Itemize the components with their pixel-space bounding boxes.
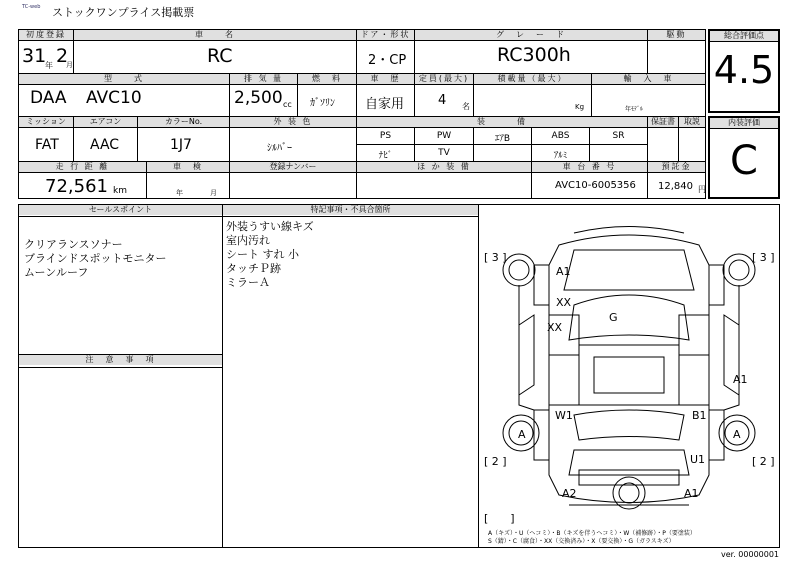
- hdr-interior: 内装評価: [710, 118, 778, 128]
- mileage-value: 72,561: [45, 176, 108, 197]
- hdr-grade: グ レ ー ド: [415, 30, 647, 40]
- legend-line-1: A（キズ）・U（ヘコミ）・B（キズを伴うヘコミ）・W（補修跡）・P（要塗装）: [488, 530, 696, 537]
- hdr-sales: セールスポイント: [19, 205, 222, 215]
- hdr-warranty: 保証書: [648, 117, 678, 127]
- fuel-value: ｶﾞｿﾘﾝ: [310, 98, 335, 109]
- bracket-front-right: [ 3 ]: [752, 251, 775, 264]
- note-item-5: ミラーＡ: [226, 276, 270, 289]
- equip-2-4: ｱﾙﾐ: [553, 151, 568, 161]
- hdr-load: 積載量（最大）: [474, 74, 591, 84]
- mark-xx-2: XX: [547, 321, 563, 334]
- km-unit: km: [113, 186, 127, 196]
- mark-b1: B1: [692, 409, 707, 422]
- hdr-capacity: 定員(最大): [415, 74, 473, 84]
- exterior-value: ｼﾙﾊﾞｰ: [267, 143, 292, 154]
- hdr-history: 車 歴: [357, 74, 414, 84]
- mission-value: FAT: [35, 137, 59, 153]
- recycle-value: 12,840: [658, 181, 693, 192]
- car-damage-diagram: [479, 205, 779, 525]
- legend-line-2: S（錆）・C（腐食）・XX（交換済み）・X（要交換）・G（ガラスキズ）: [488, 538, 675, 545]
- hdr-exterior: 外 装 色: [230, 117, 356, 127]
- logo: TC-web: [22, 4, 41, 10]
- mark-a-left-wheel: A: [518, 428, 526, 441]
- bracket-front-left: [ 3 ]: [484, 251, 507, 264]
- model-prefix: DAA: [30, 88, 67, 108]
- hdr-import: 輸 入 車: [592, 74, 705, 84]
- insp-year-unit: 年: [176, 189, 183, 197]
- note-item-4: タッチＰ跡: [226, 262, 281, 275]
- mark-a1-rear: A1: [684, 487, 699, 500]
- sales-item-3: ムーンルーフ: [24, 266, 89, 279]
- model-year-label: 年ﾓﾃﾞﾙ: [625, 106, 644, 113]
- mark-a2: A2: [562, 487, 577, 500]
- sales-item-2: ブラインドスポットモニター: [24, 252, 167, 265]
- spec-table: [18, 29, 706, 199]
- equip-2-1: ﾅﾋﾞ: [378, 151, 393, 161]
- mark-a1-right: A1: [733, 373, 748, 386]
- equip-1-5: SR: [612, 131, 625, 141]
- equip-1-3: ｴｱB: [494, 134, 511, 144]
- hdr-chassis: 車 台 番 号: [532, 162, 647, 172]
- mark-a-right-wheel: A: [733, 428, 741, 441]
- hdr-caution: 注 意 事 項: [19, 355, 222, 365]
- capacity-value: 4: [438, 93, 447, 108]
- car-name-value: RC: [207, 45, 233, 67]
- bracket-bottom: [ ]: [484, 512, 515, 525]
- sales-item-1: クリアランスソナー: [24, 238, 123, 251]
- history-value: 自家用: [365, 97, 405, 112]
- overall-score: 4.5: [713, 48, 775, 92]
- hdr-aircon: エアコン: [74, 117, 137, 127]
- color-no-value: 1J7: [170, 137, 192, 153]
- mark-w1: W1: [555, 409, 573, 422]
- hdr-overall: 総合評価点: [710, 31, 778, 41]
- aircon-value: AAC: [90, 137, 120, 153]
- hdr-displacement: 排 気 量: [230, 74, 297, 84]
- equip-1-4: ABS: [551, 131, 570, 141]
- page-title: ストックワンプライス掲載票: [52, 6, 195, 19]
- capacity-unit: 名: [462, 102, 470, 111]
- model-code: AVC10: [86, 88, 142, 108]
- hdr-recycle: 預託金: [648, 162, 705, 172]
- hdr-notes: 特記事項・不具合箇所: [223, 205, 478, 215]
- mark-g: G: [609, 311, 618, 324]
- note-item-2: 室内汚れ: [226, 234, 270, 247]
- displacement-value: 2,500: [234, 88, 283, 108]
- year-unit: 年: [45, 61, 53, 70]
- interior-score: C: [730, 138, 758, 184]
- equip-1-2: PW: [436, 131, 452, 141]
- bracket-rear-right: [ 2 ]: [752, 455, 775, 468]
- equip-2-2: TV: [438, 148, 450, 158]
- hdr-color-no: カラーNo.: [138, 117, 229, 127]
- hdr-equip: 装 備: [357, 117, 647, 127]
- note-item-3: シート すれ 小: [226, 248, 299, 261]
- hdr-plate: 登録ナンバー: [230, 162, 356, 172]
- hdr-other-equip: ほ か 装 備: [357, 162, 531, 172]
- hdr-fuel: 燃 料: [298, 74, 356, 84]
- hdr-first-reg: 初度登録: [19, 30, 73, 40]
- hdr-manual: 取説: [679, 117, 705, 127]
- grade-value: RC300h: [497, 44, 571, 66]
- mark-u1: U1: [690, 453, 706, 466]
- mark-a1-front: A1: [556, 265, 571, 278]
- hdr-door: ドア・形状: [357, 30, 414, 40]
- chassis-value: AVC10-6005356: [555, 180, 636, 191]
- version: ver. 00000001: [721, 550, 780, 559]
- first-reg-year: 31: [22, 45, 47, 67]
- hdr-car-name: 車 名: [74, 30, 356, 40]
- hdr-inspection: 車 検: [147, 162, 229, 172]
- hdr-mileage: 走 行 距 離: [19, 162, 146, 172]
- insp-month-unit: 月: [210, 189, 217, 197]
- month-unit: 月: [66, 61, 73, 69]
- yen-unit: 円: [698, 185, 706, 194]
- equip-1-1: PS: [379, 131, 392, 141]
- load-unit: Kg: [575, 103, 585, 111]
- cc-unit: cc: [283, 100, 292, 109]
- bracket-rear-left: [ 2 ]: [484, 455, 507, 468]
- door-value: 2・CP: [368, 53, 407, 68]
- first-reg-month: 2: [56, 45, 69, 67]
- note-item-1: 外装うすい線キズ: [226, 220, 314, 233]
- hdr-mission: ミッション: [19, 117, 73, 127]
- hdr-model: 型 式: [19, 74, 229, 84]
- hdr-drive: 駆動: [648, 30, 705, 40]
- mark-xx-1: XX: [556, 296, 572, 309]
